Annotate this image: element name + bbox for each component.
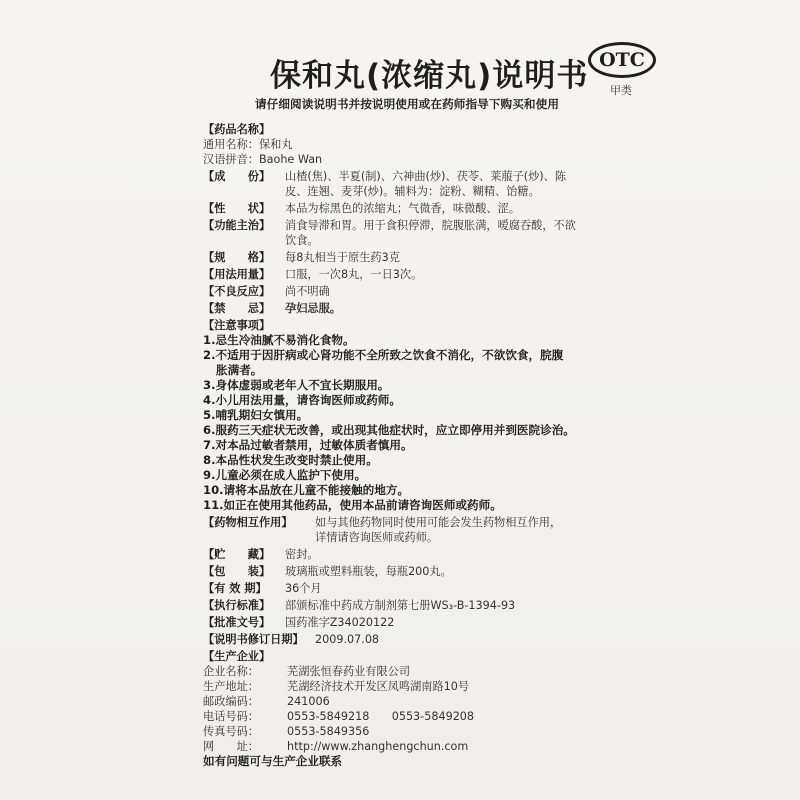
- list-item: [203, 333, 623, 348]
- company-key: 企业名称：: [203, 665, 259, 678]
- section-manufacturer: [203, 649, 623, 664]
- manufacturer-info: [203, 664, 623, 754]
- otc-category: 甲类: [610, 84, 632, 97]
- section-label: 【禁 忌】: [203, 302, 271, 315]
- precautions-list: [203, 333, 623, 513]
- section-label: 【不良反应】: [203, 285, 271, 298]
- company-row: [203, 664, 623, 679]
- list-item: [203, 423, 623, 438]
- interactions-line: 如与其他药物同时使用可能会发生药物相互作用，: [315, 516, 562, 529]
- section-package: [203, 564, 623, 579]
- list-item: [203, 393, 623, 408]
- precaution-text: 5.哺乳期妇女慎用。: [203, 408, 309, 422]
- company-value: 芜湖张恒春药业有限公司: [287, 665, 411, 678]
- list-item: [203, 408, 623, 423]
- list-item: [203, 498, 623, 513]
- contact-note: 如有问题可与生产企业联系: [203, 754, 343, 768]
- standard-value: 部颁标准中药成方制剂第七册WS₃-B-1394-93: [285, 599, 516, 612]
- interactions-value: [315, 515, 623, 545]
- company-value: http://www.zhanghengchun.com: [287, 740, 469, 753]
- company-value: 241006: [287, 695, 330, 708]
- section-ingredients: [203, 169, 623, 199]
- section-label: 【规 格】: [203, 251, 271, 264]
- section-contraindications: [203, 301, 623, 316]
- precaution-text: 10.请将本品放在儿童不能接触的地方。: [203, 483, 410, 497]
- revision-value: 2009.07.08: [315, 633, 380, 646]
- properties-value: 本品为棕黑色的浓缩丸；气微香，味微酸、涩。: [285, 202, 520, 215]
- section-label: 【药品名称】: [203, 123, 271, 136]
- indications-line: 饮食。: [285, 234, 319, 247]
- section-label: 【贮 藏】: [203, 548, 271, 561]
- company-row: [203, 724, 623, 739]
- section-indications: [203, 218, 623, 248]
- section-label: 【成 份】: [203, 170, 271, 183]
- section-precautions: [203, 318, 623, 333]
- storage-value: 密封。: [285, 548, 319, 561]
- company-key: 生产地址：: [203, 680, 259, 693]
- contraindications-value: 孕妇忌服。: [285, 302, 341, 315]
- company-key: 邮政编码：: [203, 695, 259, 708]
- pinyin-row: [203, 152, 623, 167]
- company-row: [203, 679, 623, 694]
- company-key: 传真号码：: [203, 725, 259, 738]
- approval-value: 国药准字Z34020122: [285, 616, 395, 629]
- precaution-text: 4.小儿用法用量，请咨询医师或药师。: [203, 393, 401, 407]
- precaution-text: 8.本品性状发生改变时禁止使用。: [203, 453, 378, 467]
- section-drug-name: [203, 122, 623, 137]
- document-title: 保和丸(浓缩丸)说明书: [270, 58, 589, 94]
- company-row: [203, 694, 623, 709]
- indications-line: 消食导滞和胃。用于食积停滞，脘腹胀满，嗳腐吞酸，不欲: [285, 219, 576, 232]
- section-label: 【注意事项】: [203, 319, 271, 332]
- section-label: 【药物相互作用】: [203, 516, 293, 529]
- section-label: 【功能主治】: [203, 219, 271, 232]
- validity-value: 36个月: [285, 582, 322, 595]
- common-name: 通用名称：保和丸: [203, 138, 293, 151]
- section-label: 【批准文号】: [203, 616, 271, 629]
- ingredients-line: 皮、连翘、麦芽(炒)。辅料为：淀粉、糊精、饴糖。: [285, 185, 540, 198]
- company-value: 0553-5849218 0553-5849208: [287, 710, 475, 723]
- section-dosage: [203, 267, 623, 282]
- list-item: [203, 438, 623, 453]
- precaution-text: 2.不适用于因肝病或心肾功能不全所致之饮食不消化，不欲饮食，脘腹: [203, 348, 564, 362]
- company-value: 芜湖经济技术开发区凤鸣湖南路10号: [287, 680, 470, 693]
- list-item: [203, 468, 623, 483]
- section-specification: [203, 250, 623, 265]
- section-storage: [203, 547, 623, 562]
- company-key: 网 址：: [203, 740, 259, 753]
- company-key: 电话号码：: [203, 710, 259, 723]
- pinyin-name: 汉语拼音：Baohe Wan: [203, 153, 323, 166]
- section-properties: [203, 201, 623, 216]
- section-approval: [203, 615, 623, 630]
- section-label: 【说明书修订日期】: [203, 633, 304, 646]
- package-value: 玻璃瓶或塑料瓶装，每瓶200丸。: [285, 565, 452, 578]
- section-adverse: [203, 284, 623, 299]
- leaflet-body: [203, 122, 623, 769]
- section-standard: [203, 598, 623, 613]
- section-label: 【执行标准】: [203, 599, 271, 612]
- list-item: [203, 378, 623, 393]
- section-interactions: [203, 515, 623, 545]
- precaution-text: 胀满者。: [216, 363, 263, 377]
- section-validity: [203, 581, 623, 596]
- indications-value: [285, 218, 623, 248]
- list-item: [203, 348, 623, 378]
- interactions-line: 详情请咨询医师或药师。: [315, 531, 439, 544]
- precaution-text: 6.服药三天症状无改善，或出现其他症状时，应立即停用并到医院诊治。: [203, 423, 575, 437]
- section-revision: [203, 632, 623, 647]
- common-name-row: [203, 137, 623, 152]
- precaution-text: 1.忌生冷油腻不易消化食物。: [203, 333, 355, 347]
- precaution-text: 9.儿童必须在成人监护下使用。: [203, 468, 367, 482]
- company-row: [203, 709, 623, 724]
- list-item: [203, 453, 623, 468]
- otc-badge: OTC: [588, 42, 656, 78]
- section-label: 【性 状】: [203, 202, 271, 215]
- adverse-value: 尚不明确: [285, 285, 330, 298]
- precaution-text: 7.对本品过敏者禁用，过敏体质者慎用。: [203, 438, 413, 452]
- specification-value: 每8丸相当于原生药3克: [285, 251, 400, 264]
- list-item: [203, 483, 623, 498]
- ingredients-line: 山楂(焦)、半夏(制)、六神曲(炒)、茯苓、莱菔子(炒)、陈: [285, 170, 567, 183]
- precaution-text: 3.身体虚弱或老年人不宜长期服用。: [203, 378, 390, 392]
- section-label: 【有 效 期】: [203, 582, 267, 595]
- section-label: 【包 装】: [203, 565, 271, 578]
- dosage-value: 口服，一次8丸，一日3次。: [285, 268, 423, 281]
- section-label: 【用法用量】: [203, 268, 271, 281]
- precaution-text: 11.如正在使用其他药品，使用本品前请咨询医师或药师。: [203, 498, 502, 512]
- company-row: [203, 739, 623, 754]
- usage-instruction: 请仔细阅读说明书并按说明使用或在药师指导下购买和使用: [254, 97, 560, 111]
- section-label: 【生产企业】: [203, 650, 271, 663]
- ingredients-value: [285, 169, 623, 199]
- company-value: 0553-5849356: [287, 725, 370, 738]
